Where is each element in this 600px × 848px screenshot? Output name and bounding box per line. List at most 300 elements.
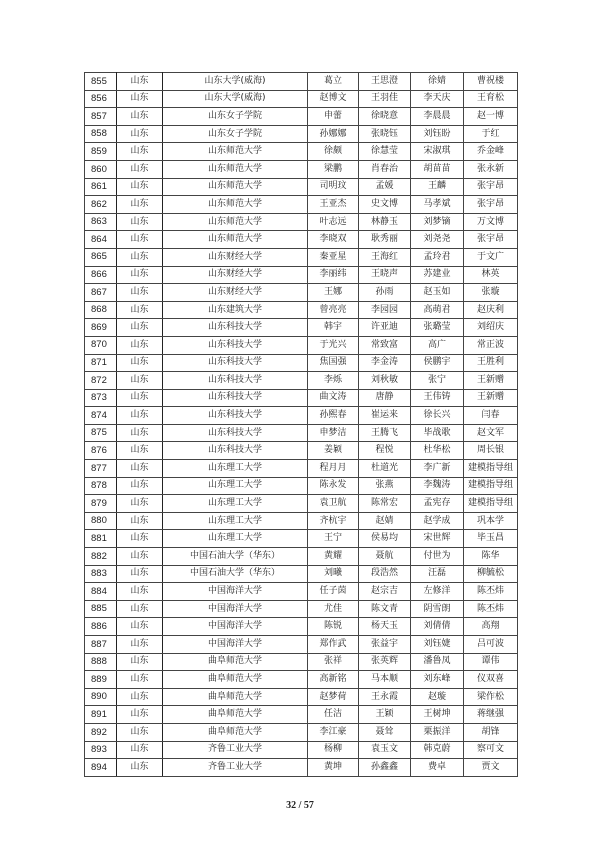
member-1: 王宁	[308, 530, 359, 548]
school-name: 山东师范大学	[163, 143, 308, 161]
member-2: 常致富	[359, 336, 411, 354]
province: 山东	[117, 636, 163, 654]
advisor: 王胜利	[464, 354, 518, 372]
team-number: 893	[85, 741, 117, 759]
school-name: 山东科技大学	[163, 442, 308, 460]
advisor: 张宇昂	[464, 231, 518, 249]
advisor: 毕玉昌	[464, 530, 518, 548]
table-row	[85, 688, 518, 706]
member-2: 李金涛	[359, 354, 411, 372]
team-number: 856	[85, 90, 117, 108]
province: 山东	[117, 460, 163, 478]
advisor: 建模指导组	[464, 495, 518, 513]
advisor: 乔金峰	[464, 143, 518, 161]
province: 山东	[117, 495, 163, 513]
team-number: 860	[85, 160, 117, 178]
province: 山东	[117, 319, 163, 337]
member-2: 刘秋敏	[359, 372, 411, 390]
member-1: 黄坤	[308, 759, 359, 777]
table-row	[85, 319, 518, 337]
member-3: 刘尧尧	[411, 231, 464, 249]
school-name: 山东师范大学	[163, 160, 308, 178]
advisor: 建模指导组	[464, 460, 518, 478]
advisor: 谭伟	[464, 653, 518, 671]
member-3: 赵璇	[411, 688, 464, 706]
province: 山东	[117, 530, 163, 548]
province: 山东	[117, 583, 163, 601]
table-row	[85, 372, 518, 390]
advisor: 贾文	[464, 759, 518, 777]
member-1: 李晓双	[308, 231, 359, 249]
member-1: 韩宇	[308, 319, 359, 337]
advisor: 陈丕炜	[464, 583, 518, 601]
member-3: 付世为	[411, 548, 464, 566]
school-name: 山东大学(威海)	[163, 73, 308, 91]
school-name: 山东财经大学	[163, 248, 308, 266]
province: 山东	[117, 759, 163, 777]
member-3: 韩克蔚	[411, 741, 464, 759]
school-name: 山东师范大学	[163, 213, 308, 231]
member-1: 尤佳	[308, 600, 359, 618]
team-number: 871	[85, 354, 117, 372]
member-3: 阴雪朗	[411, 600, 464, 618]
province: 山东	[117, 336, 163, 354]
member-1: 曲文涛	[308, 389, 359, 407]
team-number: 887	[85, 636, 117, 654]
school-name: 齐鲁工业大学	[163, 759, 308, 777]
province: 山东	[117, 424, 163, 442]
table-row	[85, 618, 518, 636]
member-2: 马本顺	[359, 671, 411, 689]
advisor: 胡锋	[464, 723, 518, 741]
table-row	[85, 248, 518, 266]
province: 山东	[117, 213, 163, 231]
member-2: 陈常宏	[359, 495, 411, 513]
team-number: 892	[85, 723, 117, 741]
member-2: 徐慧莹	[359, 143, 411, 161]
province: 山东	[117, 442, 163, 460]
team-number: 875	[85, 424, 117, 442]
team-number: 889	[85, 671, 117, 689]
member-2: 张益宇	[359, 636, 411, 654]
advisor: 赵庆利	[464, 301, 518, 319]
member-3: 刘钰婕	[411, 636, 464, 654]
member-3: 王伟铸	[411, 389, 464, 407]
table-row	[85, 424, 518, 442]
team-number: 890	[85, 688, 117, 706]
team-number: 865	[85, 248, 117, 266]
advisor: 察可文	[464, 741, 518, 759]
member-3: 毕战歌	[411, 424, 464, 442]
table-row	[85, 583, 518, 601]
table-row	[85, 706, 518, 724]
member-2: 聂航	[359, 548, 411, 566]
school-name: 山东建筑大学	[163, 301, 308, 319]
school-name: 曲阜师范大学	[163, 723, 308, 741]
advisor: 张宇昂	[464, 178, 518, 196]
member-3: 潘鲁凤	[411, 653, 464, 671]
team-number: 867	[85, 284, 117, 302]
province: 山东	[117, 389, 163, 407]
member-2: 孟媛	[359, 178, 411, 196]
table-row	[85, 636, 518, 654]
team-number: 864	[85, 231, 117, 249]
member-1: 齐杭宇	[308, 512, 359, 530]
advisor: 赵一博	[464, 108, 518, 126]
school-name: 中国石油大学（华东）	[163, 548, 308, 566]
member-2: 孙鑫鑫	[359, 759, 411, 777]
school-name: 山东财经大学	[163, 284, 308, 302]
table-row	[85, 460, 518, 478]
school-name: 山东科技大学	[163, 389, 308, 407]
school-name: 山东科技大学	[163, 354, 308, 372]
team-number: 880	[85, 512, 117, 530]
member-2: 袁玉文	[359, 741, 411, 759]
member-3: 高广	[411, 336, 464, 354]
table-row	[85, 495, 518, 513]
school-name: 山东科技大学	[163, 424, 308, 442]
advisor: 常正波	[464, 336, 518, 354]
table-row	[85, 512, 518, 530]
table-row	[85, 600, 518, 618]
province: 山东	[117, 565, 163, 583]
member-3: 汪磊	[411, 565, 464, 583]
province: 山东	[117, 671, 163, 689]
team-number: 866	[85, 266, 117, 284]
member-2: 程悦	[359, 442, 411, 460]
member-1: 孙熙春	[308, 407, 359, 425]
table-row	[85, 108, 518, 126]
member-2: 王思澄	[359, 73, 411, 91]
table-body	[85, 73, 518, 777]
member-3: 王麟	[411, 178, 464, 196]
advisor: 周长银	[464, 442, 518, 460]
member-3: 宋世辉	[411, 530, 464, 548]
province: 山东	[117, 143, 163, 161]
advisor: 蒋继强	[464, 706, 518, 724]
province: 山东	[117, 600, 163, 618]
table-row	[85, 671, 518, 689]
school-name: 山东女子学院	[163, 108, 308, 126]
member-1: 程月月	[308, 460, 359, 478]
member-1: 申梦洁	[308, 424, 359, 442]
province: 山东	[117, 512, 163, 530]
school-name: 山东大学(威海)	[163, 90, 308, 108]
member-1: 徐颇	[308, 143, 359, 161]
member-2: 王羽佳	[359, 90, 411, 108]
member-1: 王亚杰	[308, 196, 359, 214]
table-row	[85, 196, 518, 214]
province: 山东	[117, 372, 163, 390]
school-name: 山东科技大学	[163, 372, 308, 390]
advisor: 刘绍庆	[464, 319, 518, 337]
member-3: 赵学成	[411, 512, 464, 530]
advisor: 王新赠	[464, 389, 518, 407]
school-name: 中国海洋大学	[163, 636, 308, 654]
member-3: 刘钰盼	[411, 125, 464, 143]
advisor: 陈丕炜	[464, 600, 518, 618]
table-row	[85, 407, 518, 425]
member-3: 李魏涛	[411, 477, 464, 495]
member-1: 张祥	[308, 653, 359, 671]
member-3: 侯鹏宇	[411, 354, 464, 372]
table-row	[85, 90, 518, 108]
member-2: 侯易均	[359, 530, 411, 548]
member-1: 任洁	[308, 706, 359, 724]
member-2: 杜道光	[359, 460, 411, 478]
school-name: 山东理工大学	[163, 460, 308, 478]
member-3: 马孝斌	[411, 196, 464, 214]
member-3: 李天庆	[411, 90, 464, 108]
school-name: 齐鲁工业大学	[163, 741, 308, 759]
table-row	[85, 530, 518, 548]
member-3: 徐长兴	[411, 407, 464, 425]
member-1: 李烁	[308, 372, 359, 390]
member-1: 焦国强	[308, 354, 359, 372]
member-3: 孟宪存	[411, 495, 464, 513]
member-3: 李晨晨	[411, 108, 464, 126]
member-2: 崔运来	[359, 407, 411, 425]
team-number: 858	[85, 125, 117, 143]
school-name: 山东女子学院	[163, 125, 308, 143]
table-row	[85, 160, 518, 178]
member-2: 林静玉	[359, 213, 411, 231]
table-row	[85, 178, 518, 196]
team-number: 873	[85, 389, 117, 407]
table-row	[85, 73, 518, 91]
table-row	[85, 548, 518, 566]
team-number: 861	[85, 178, 117, 196]
member-2: 王海红	[359, 248, 411, 266]
province: 山东	[117, 108, 163, 126]
member-1: 黄耀	[308, 548, 359, 566]
advisor: 柳毓松	[464, 565, 518, 583]
team-number: 879	[85, 495, 117, 513]
province: 山东	[117, 741, 163, 759]
school-name: 曲阜师范大学	[163, 653, 308, 671]
member-3: 刘梦镝	[411, 213, 464, 231]
member-2: 王腾飞	[359, 424, 411, 442]
advisor: 王新赠	[464, 372, 518, 390]
member-1: 赵梦荷	[308, 688, 359, 706]
school-name: 山东师范大学	[163, 178, 308, 196]
member-1: 陈锐	[308, 618, 359, 636]
school-name: 曲阜师范大学	[163, 671, 308, 689]
province: 山东	[117, 477, 163, 495]
member-3: 苏建业	[411, 266, 464, 284]
member-2: 唐静	[359, 389, 411, 407]
member-2: 史文博	[359, 196, 411, 214]
team-number: 872	[85, 372, 117, 390]
member-2: 聂耸	[359, 723, 411, 741]
advisor: 林英	[464, 266, 518, 284]
team-number: 859	[85, 143, 117, 161]
team-number: 876	[85, 442, 117, 460]
member-3: 赵玉如	[411, 284, 464, 302]
member-3: 杜华松	[411, 442, 464, 460]
advisor: 张永新	[464, 160, 518, 178]
table-row	[85, 653, 518, 671]
member-2: 李园园	[359, 301, 411, 319]
advisor: 建模指导组	[464, 477, 518, 495]
team-number: 855	[85, 73, 117, 91]
member-1: 葛立	[308, 73, 359, 91]
table-row	[85, 565, 518, 583]
member-1: 王娜	[308, 284, 359, 302]
table-row	[85, 759, 518, 777]
member-3: 刘倩倩	[411, 618, 464, 636]
member-3: 费卓	[411, 759, 464, 777]
member-2: 王晓声	[359, 266, 411, 284]
member-2: 肖春治	[359, 160, 411, 178]
advisor: 张宇昂	[464, 196, 518, 214]
province: 山东	[117, 548, 163, 566]
member-1: 梁鹏	[308, 160, 359, 178]
province: 山东	[117, 266, 163, 284]
member-1: 姜颖	[308, 442, 359, 460]
school-name: 曲阜师范大学	[163, 706, 308, 724]
advisor: 万文博	[464, 213, 518, 231]
province: 山东	[117, 90, 163, 108]
province: 山东	[117, 248, 163, 266]
table-row	[85, 389, 518, 407]
member-1: 陈永发	[308, 477, 359, 495]
member-1: 孙娜娜	[308, 125, 359, 143]
member-1: 刘曦	[308, 565, 359, 583]
team-number: 885	[85, 600, 117, 618]
team-number: 886	[85, 618, 117, 636]
school-name: 山东财经大学	[163, 266, 308, 284]
team-number: 884	[85, 583, 117, 601]
team-number: 881	[85, 530, 117, 548]
team-number: 883	[85, 565, 117, 583]
member-1: 秦亚星	[308, 248, 359, 266]
table-row	[85, 723, 518, 741]
table-row	[85, 213, 518, 231]
school-name: 山东理工大学	[163, 477, 308, 495]
table-row	[85, 741, 518, 759]
team-number: 863	[85, 213, 117, 231]
team-number: 878	[85, 477, 117, 495]
member-2: 段浩然	[359, 565, 411, 583]
member-1: 高新铭	[308, 671, 359, 689]
member-3: 胡苗苗	[411, 160, 464, 178]
member-2: 孙雨	[359, 284, 411, 302]
member-3: 刘东峰	[411, 671, 464, 689]
table-row	[85, 354, 518, 372]
member-2: 杨天玉	[359, 618, 411, 636]
advisor: 吕可波	[464, 636, 518, 654]
advisor: 于红	[464, 125, 518, 143]
member-1: 李丽纬	[308, 266, 359, 284]
school-name: 山东师范大学	[163, 231, 308, 249]
advisor: 曹祝楼	[464, 73, 518, 91]
province: 山东	[117, 653, 163, 671]
member-1: 于光兴	[308, 336, 359, 354]
province: 山东	[117, 73, 163, 91]
province: 山东	[117, 196, 163, 214]
province: 山东	[117, 160, 163, 178]
table-row	[85, 336, 518, 354]
member-3: 左修洋	[411, 583, 464, 601]
table-row	[85, 284, 518, 302]
school-name: 山东理工大学	[163, 530, 308, 548]
member-2: 王颖	[359, 706, 411, 724]
team-number: 869	[85, 319, 117, 337]
table-row	[85, 442, 518, 460]
member-3: 栗振洋	[411, 723, 464, 741]
province: 山东	[117, 354, 163, 372]
member-2: 张燕	[359, 477, 411, 495]
member-3: 孟玲君	[411, 248, 464, 266]
member-3: 李广新	[411, 460, 464, 478]
member-1: 袁卫航	[308, 495, 359, 513]
advisor: 仪双喜	[464, 671, 518, 689]
member-2: 耿秀丽	[359, 231, 411, 249]
member-2: 王永霞	[359, 688, 411, 706]
advisor: 高翔	[464, 618, 518, 636]
province: 山东	[117, 284, 163, 302]
member-1: 申蕾	[308, 108, 359, 126]
team-number: 877	[85, 460, 117, 478]
province: 山东	[117, 178, 163, 196]
school-name: 中国海洋大学	[163, 618, 308, 636]
member-1: 任子茵	[308, 583, 359, 601]
member-1: 曾亮亮	[308, 301, 359, 319]
member-2: 徐晓意	[359, 108, 411, 126]
school-name: 中国海洋大学	[163, 600, 308, 618]
member-3: 张璐莹	[411, 319, 464, 337]
member-3: 徐婧	[411, 73, 464, 91]
member-1: 郑作武	[308, 636, 359, 654]
member-2: 赵宗吉	[359, 583, 411, 601]
member-2: 赵婧	[359, 512, 411, 530]
team-number: 888	[85, 653, 117, 671]
advisor: 王育松	[464, 90, 518, 108]
member-1: 赵博文	[308, 90, 359, 108]
award-roster-table	[84, 72, 518, 777]
member-2: 张英辉	[359, 653, 411, 671]
advisor: 巩本学	[464, 512, 518, 530]
school-name: 山东理工大学	[163, 512, 308, 530]
member-1: 李江豪	[308, 723, 359, 741]
team-number: 874	[85, 407, 117, 425]
province: 山东	[117, 407, 163, 425]
school-name: 山东科技大学	[163, 407, 308, 425]
member-3: 宋淑琪	[411, 143, 464, 161]
school-name: 山东科技大学	[163, 319, 308, 337]
member-3: 张宁	[411, 372, 464, 390]
team-number: 870	[85, 336, 117, 354]
school-name: 中国海洋大学	[163, 583, 308, 601]
advisor: 张璇	[464, 284, 518, 302]
advisor: 于文广	[464, 248, 518, 266]
table-row	[85, 143, 518, 161]
province: 山东	[117, 125, 163, 143]
advisor: 陈华	[464, 548, 518, 566]
school-name: 中国石油大学（华东）	[163, 565, 308, 583]
province: 山东	[117, 688, 163, 706]
advisor: 梁作松	[464, 688, 518, 706]
school-name: 曲阜师范大学	[163, 688, 308, 706]
member-1: 叶志远	[308, 213, 359, 231]
page-number: 32 / 57	[286, 800, 314, 811]
school-name: 山东师范大学	[163, 196, 308, 214]
province: 山东	[117, 231, 163, 249]
member-2: 许亚迪	[359, 319, 411, 337]
school-name: 山东科技大学	[163, 336, 308, 354]
member-1: 司明玟	[308, 178, 359, 196]
